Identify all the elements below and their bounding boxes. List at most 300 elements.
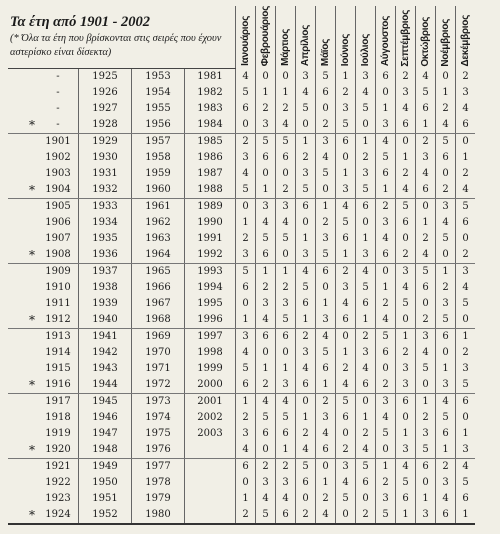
month-code-cell: 2 <box>396 247 416 264</box>
year-cell: 1986 <box>185 150 236 166</box>
month-code-cell: 0 <box>276 247 296 264</box>
month-code-cell: 5 <box>456 296 476 312</box>
year-cell: 1990 <box>185 215 236 231</box>
year-cell: 1977 <box>132 458 185 475</box>
leap-year-marker <box>8 166 38 182</box>
month-code-cell: 2 <box>336 361 356 377</box>
year-cell: 1903 <box>45 167 71 179</box>
year-cell <box>185 491 236 507</box>
month-code-cell: 1 <box>356 410 376 426</box>
month-code-cell: 0 <box>236 296 256 312</box>
month-code-cell: 1 <box>436 361 456 377</box>
month-code-cell: 1 <box>256 85 276 101</box>
year-cell: 1979 <box>132 491 185 507</box>
month-code-cell: 6 <box>396 393 416 410</box>
year-cell: 1981 <box>185 68 236 85</box>
month-code-cell: 4 <box>296 442 316 459</box>
year-cell: 1958 <box>132 150 185 166</box>
month-code-cell: 1 <box>356 312 376 329</box>
year-cell: 1926 <box>79 85 132 101</box>
table-row <box>8 410 475 426</box>
month-code-cell: 0 <box>316 458 336 475</box>
month-header: Σεπτέμβριος <box>396 6 416 68</box>
leap-year-marker <box>8 85 38 101</box>
month-code-cell: 3 <box>236 426 256 442</box>
month-code-cell: 4 <box>456 458 476 475</box>
month-header: Ιανουάριος <box>236 6 256 68</box>
month-code-cell: 6 <box>396 215 416 231</box>
leap-year-marker <box>8 198 38 215</box>
year-cell: 1983 <box>185 101 236 117</box>
month-code-cell: 3 <box>436 377 456 394</box>
month-code-cell: 5 <box>316 247 336 264</box>
month-code-cell: 1 <box>316 296 336 312</box>
month-code-cell: 4 <box>276 117 296 134</box>
month-header: Ιούνιος <box>336 6 356 68</box>
month-code-cell: 6 <box>316 85 336 101</box>
month-code-cell: 5 <box>256 507 276 524</box>
month-code-cell: 0 <box>416 296 436 312</box>
year-cell: 1995 <box>185 296 236 312</box>
month-code-cell: 3 <box>376 393 396 410</box>
year-cell: 1950 <box>79 475 132 491</box>
month-code-cell: 5 <box>316 68 336 85</box>
month-code-cell: 4 <box>336 377 356 394</box>
month-code-cell: 2 <box>316 393 336 410</box>
month-code-cell: 4 <box>356 361 376 377</box>
month-code-cell: 3 <box>276 475 296 491</box>
month-code-cell: 4 <box>276 215 296 231</box>
leap-year-marker <box>8 410 38 426</box>
year-cell: 1918 <box>45 411 71 423</box>
month-code-cell: 1 <box>316 198 336 215</box>
month-code-cell: 2 <box>336 442 356 459</box>
month-code-cell: 0 <box>296 215 316 231</box>
year-cell <box>185 507 236 524</box>
month-code-cell: 0 <box>296 117 316 134</box>
month-code-cell: 1 <box>276 263 296 280</box>
month-code-cell: 4 <box>396 280 416 296</box>
month-code-cell: 6 <box>396 491 416 507</box>
month-code-cell: 2 <box>236 410 256 426</box>
month-code-cell: 4 <box>336 296 356 312</box>
month-code-cell: 3 <box>396 85 416 101</box>
year-cell: 1917 <box>45 395 71 407</box>
month-code-cell: 2 <box>456 345 476 361</box>
year-cell <box>185 442 236 459</box>
year-cell: 1992 <box>185 247 236 264</box>
year-cell: 1930 <box>79 150 132 166</box>
month-code-cell: 5 <box>416 442 436 459</box>
leap-year-marker: * <box>8 442 38 459</box>
month-code-cell: 5 <box>256 410 276 426</box>
month-code-cell: 6 <box>376 345 396 361</box>
year-cell: 1905 <box>45 200 71 212</box>
month-header: Νοέμβριος <box>436 6 456 68</box>
month-code-cell: 6 <box>256 150 276 166</box>
year-cell: 1988 <box>185 182 236 199</box>
month-code-cell: 6 <box>416 101 436 117</box>
month-code-cell: 4 <box>416 166 436 182</box>
year-cell: 1945 <box>79 393 132 410</box>
month-code-cell: 6 <box>396 117 416 134</box>
month-code-cell: 6 <box>356 377 376 394</box>
month-code-cell: 0 <box>456 133 476 150</box>
month-code-cell: 5 <box>356 182 376 199</box>
month-code-cell: 3 <box>236 150 256 166</box>
month-code-cell: 5 <box>236 85 256 101</box>
year-cell <box>185 458 236 475</box>
month-code-cell: 0 <box>436 247 456 264</box>
month-code-cell: 6 <box>276 150 296 166</box>
month-code-cell: 0 <box>456 312 476 329</box>
month-code-cell: 0 <box>356 491 376 507</box>
month-code-cell: 1 <box>276 85 296 101</box>
month-header: Μάρτιος <box>276 6 296 68</box>
month-code-cell: 0 <box>316 101 336 117</box>
year-cell: 1975 <box>132 426 185 442</box>
month-code-cell: 2 <box>316 215 336 231</box>
month-code-cell: 5 <box>276 410 296 426</box>
month-code-cell: 6 <box>436 426 456 442</box>
year-cell: 1936 <box>79 247 132 264</box>
month-code-cell: 5 <box>456 198 476 215</box>
month-code-cell: 6 <box>256 247 276 264</box>
year-cell: 1924 <box>38 507 79 524</box>
table-row <box>8 263 475 280</box>
month-code-cell: 6 <box>376 166 396 182</box>
month-code-cell: 2 <box>376 377 396 394</box>
month-code-cell: 1 <box>456 150 476 166</box>
month-code-cell: 1 <box>296 312 316 329</box>
year-cell: 1973 <box>132 393 185 410</box>
month-code-cell: 1 <box>316 377 336 394</box>
month-code-cell: 3 <box>276 296 296 312</box>
year-cell: 1963 <box>132 231 185 247</box>
month-code-cell: 2 <box>396 345 416 361</box>
year-cell: 1942 <box>79 345 132 361</box>
month-code-cell: 1 <box>436 85 456 101</box>
month-code-cell: 3 <box>356 247 376 264</box>
month-code-cell: 5 <box>356 458 376 475</box>
year-cell <box>185 475 236 491</box>
table-row <box>8 458 475 475</box>
month-code-cell: 6 <box>436 507 456 524</box>
year-cell: 1929 <box>79 133 132 150</box>
month-code-cell: 4 <box>356 442 376 459</box>
month-header: Φεβρουάριος <box>256 6 276 68</box>
month-code-cell: 6 <box>436 328 456 345</box>
year-cell: 1919 <box>45 427 71 439</box>
month-code-cell: 4 <box>296 361 316 377</box>
month-code-cell: 6 <box>256 426 276 442</box>
leap-year-marker <box>8 458 38 475</box>
month-code-cell: 5 <box>336 393 356 410</box>
month-code-cell: 3 <box>456 85 476 101</box>
year-cell: 1934 <box>79 215 132 231</box>
table-row <box>8 133 475 150</box>
year-cell: 1953 <box>132 68 185 85</box>
leap-year-marker: * <box>8 182 38 199</box>
leap-year-marker <box>8 215 38 231</box>
month-code-cell: 3 <box>336 280 356 296</box>
month-code-cell: 0 <box>336 150 356 166</box>
month-code-cell: 0 <box>396 133 416 150</box>
month-code-cell: 6 <box>416 458 436 475</box>
table-row <box>8 166 475 182</box>
month-code-cell: 6 <box>356 296 376 312</box>
month-code-cell: 4 <box>236 68 256 85</box>
year-cell: 1911 <box>45 297 71 309</box>
year-cell: 1910 <box>45 281 71 293</box>
month-code-cell: 0 <box>396 231 416 247</box>
month-code-cell: 6 <box>416 280 436 296</box>
month-code-cell: 0 <box>236 475 256 491</box>
leap-year-marker <box>8 280 38 296</box>
year-cell: 1961 <box>132 198 185 215</box>
month-code-cell: 4 <box>256 491 276 507</box>
leap-year-marker: * <box>8 377 38 394</box>
month-code-cell: 5 <box>296 182 316 199</box>
month-code-cell: 6 <box>456 393 476 410</box>
month-code-cell: 6 <box>356 475 376 491</box>
page-title: Τα έτη από 1901 - 2002 <box>10 14 151 30</box>
month-code-cell: 0 <box>256 345 276 361</box>
year-cell: 1907 <box>45 232 71 244</box>
month-code-cell: 1 <box>376 280 396 296</box>
year-cell: 1914 <box>45 346 71 358</box>
month-code-cell: 5 <box>316 345 336 361</box>
year-cell: 1922 <box>45 476 71 488</box>
month-code-cell: 0 <box>416 377 436 394</box>
month-code-cell: 5 <box>376 426 396 442</box>
month-code-cell: 6 <box>236 280 256 296</box>
month-code-cell: 3 <box>436 296 456 312</box>
year-cell: 1928 <box>79 117 132 134</box>
month-code-cell: 4 <box>276 393 296 410</box>
month-code-cell: 1 <box>416 491 436 507</box>
month-code-cell: 3 <box>416 150 436 166</box>
month-code-cell: 1 <box>456 328 476 345</box>
month-code-cell: 3 <box>336 101 356 117</box>
table-row <box>8 150 475 166</box>
year-cell: 1952 <box>79 507 132 524</box>
month-code-cell: 4 <box>256 215 276 231</box>
month-code-cell: 3 <box>296 166 316 182</box>
month-code-cell: 5 <box>236 182 256 199</box>
month-code-cell: 2 <box>316 491 336 507</box>
month-code-cell: 5 <box>396 475 416 491</box>
table-row <box>8 426 475 442</box>
month-code-cell: 6 <box>376 68 396 85</box>
month-code-cell: 6 <box>336 231 356 247</box>
year-cell: 1943 <box>79 361 132 377</box>
month-code-cell: 3 <box>456 263 476 280</box>
month-code-cell: 2 <box>276 280 296 296</box>
leap-year-marker <box>8 345 38 361</box>
month-code-cell: 2 <box>416 312 436 329</box>
year-cell: 1999 <box>185 361 236 377</box>
month-code-cell: 4 <box>376 133 396 150</box>
month-code-cell: 6 <box>336 410 356 426</box>
month-code-cell: 0 <box>316 280 336 296</box>
year-cell: 1921 <box>45 460 71 472</box>
month-code-cell: 1 <box>336 68 356 85</box>
month-code-cell: 4 <box>436 117 456 134</box>
year-cell: 2003 <box>185 426 236 442</box>
month-code-cell: 5 <box>256 231 276 247</box>
month-code-cell: 4 <box>276 491 296 507</box>
month-code-cell: 4 <box>236 345 256 361</box>
month-code-cell: 0 <box>296 491 316 507</box>
table-row <box>8 491 475 507</box>
month-code-cell: 0 <box>396 410 416 426</box>
month-code-cell: 2 <box>296 426 316 442</box>
month-code-cell: 3 <box>316 410 336 426</box>
month-code-cell: 5 <box>436 133 456 150</box>
year-cell: 1951 <box>79 491 132 507</box>
year-cell: 1939 <box>79 296 132 312</box>
year-cell: 1976 <box>132 442 185 459</box>
month-code-cell: 3 <box>376 215 396 231</box>
month-code-cell: 6 <box>376 247 396 264</box>
month-code-cell: 0 <box>356 393 376 410</box>
month-code-cell: 6 <box>256 328 276 345</box>
table-row <box>8 117 475 134</box>
month-code-cell: 4 <box>396 182 416 199</box>
month-code-cell: 4 <box>316 150 336 166</box>
month-code-cell: 1 <box>276 442 296 459</box>
month-code-cell: 6 <box>456 491 476 507</box>
month-code-cell: 5 <box>296 280 316 296</box>
month-code-cell: 2 <box>236 231 256 247</box>
year-cell: 1931 <box>79 166 132 182</box>
month-code-cell: 0 <box>336 328 356 345</box>
month-code-cell: 2 <box>316 117 336 134</box>
month-code-cell: 3 <box>256 117 276 134</box>
year-cell: 1915 <box>45 362 71 374</box>
month-code-cell: 3 <box>236 247 256 264</box>
leap-year-marker <box>8 150 38 166</box>
month-code-cell: 4 <box>456 280 476 296</box>
month-code-cell: 4 <box>296 85 316 101</box>
year-cell: 1987 <box>185 166 236 182</box>
month-code-cell: 1 <box>436 263 456 280</box>
leap-year-marker <box>8 133 38 150</box>
table-row <box>8 247 475 264</box>
month-code-cell: 3 <box>356 68 376 85</box>
month-code-cell: 3 <box>376 117 396 134</box>
month-code-cell: 4 <box>316 426 336 442</box>
month-code-cell: 2 <box>416 133 436 150</box>
month-code-cell: 4 <box>336 198 356 215</box>
table-row <box>8 312 475 329</box>
month-code-cell: 1 <box>336 345 356 361</box>
month-code-cell: 0 <box>376 361 396 377</box>
year-cell: 1982 <box>185 85 236 101</box>
year-cell: 1966 <box>132 280 185 296</box>
month-header: Απρίλιος <box>296 6 316 68</box>
year-cell: 1906 <box>45 216 71 228</box>
table-row <box>8 361 475 377</box>
month-code-cell: 5 <box>356 280 376 296</box>
year-cell: 1946 <box>79 410 132 426</box>
month-code-cell: 0 <box>236 198 256 215</box>
month-code-cell: 3 <box>416 507 436 524</box>
month-code-cell: 1 <box>236 215 256 231</box>
month-code-cell: 5 <box>456 475 476 491</box>
month-code-cell: 1 <box>456 507 476 524</box>
month-code-cell: 1 <box>376 182 396 199</box>
year-cell: 1912 <box>38 312 79 329</box>
month-code-cell: 1 <box>236 393 256 410</box>
month-code-cell: 4 <box>416 345 436 361</box>
month-code-cell: 5 <box>336 117 356 134</box>
month-code-cell: 2 <box>336 263 356 280</box>
month-code-cell: 2 <box>376 296 396 312</box>
month-code-cell: 6 <box>316 442 336 459</box>
month-code-cell: 0 <box>456 410 476 426</box>
leap-year-marker: * <box>8 312 38 329</box>
month-code-cell: 3 <box>436 475 456 491</box>
table-row <box>8 101 475 117</box>
year-cell: 1947 <box>79 426 132 442</box>
month-code-cell: 4 <box>356 85 376 101</box>
month-code-cell: 5 <box>416 85 436 101</box>
leap-year-marker: * <box>8 507 38 524</box>
table-row <box>8 296 475 312</box>
leap-year-marker: * <box>8 117 38 134</box>
month-code-cell: 4 <box>356 263 376 280</box>
year-cell: 2002 <box>185 410 236 426</box>
month-code-cell: 0 <box>256 166 276 182</box>
month-header: Αύγουστος <box>376 6 396 68</box>
leap-year-marker <box>8 361 38 377</box>
month-code-cell: 3 <box>296 68 316 85</box>
month-code-cell: 3 <box>416 328 436 345</box>
month-code-cell: 0 <box>436 345 456 361</box>
month-code-cell: 2 <box>376 198 396 215</box>
month-code-cell: 6 <box>316 361 336 377</box>
month-code-cell: 2 <box>356 328 376 345</box>
year-cell: 1997 <box>185 328 236 345</box>
month-code-cell: 3 <box>396 377 416 394</box>
month-code-cell: 5 <box>416 361 436 377</box>
year-cell: 1938 <box>79 280 132 296</box>
month-code-cell: 4 <box>396 101 416 117</box>
month-code-cell: 1 <box>376 101 396 117</box>
table-row <box>8 345 475 361</box>
year-cell: 1959 <box>132 166 185 182</box>
month-code-cell: 3 <box>356 345 376 361</box>
month-code-cell: 2 <box>456 247 476 264</box>
year-cell: 1984 <box>185 117 236 134</box>
month-code-cell: 3 <box>236 328 256 345</box>
leap-year-marker <box>8 231 38 247</box>
month-code-cell: 3 <box>356 166 376 182</box>
leap-year-marker: * <box>8 247 38 264</box>
month-code-cell: 3 <box>456 442 476 459</box>
month-code-cell: 2 <box>256 101 276 117</box>
month-code-cell: 0 <box>256 68 276 85</box>
leap-year-marker <box>8 101 38 117</box>
year-cell: 1989 <box>185 198 236 215</box>
year-cell: 1980 <box>132 507 185 524</box>
year-cell: - <box>56 70 60 82</box>
month-code-cell: 0 <box>276 68 296 85</box>
month-code-cell: 2 <box>376 475 396 491</box>
month-code-cell: 5 <box>336 491 356 507</box>
